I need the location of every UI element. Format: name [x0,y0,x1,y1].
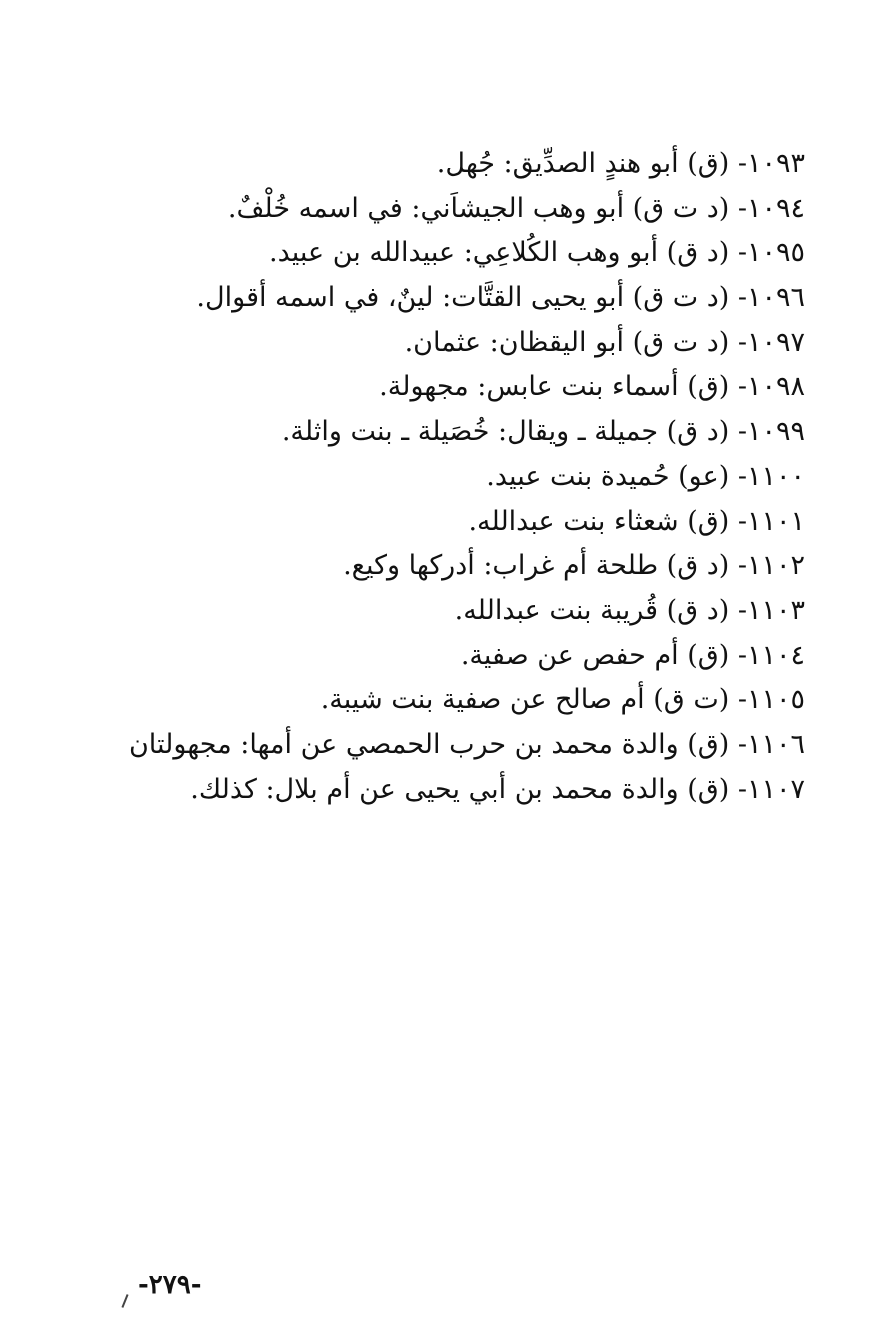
entry-1103: ١١٠٣- (د ق) قُريبة بنت عبدالله. [454,594,805,626]
entry-1102: ١١٠٢- (د ق) طلحة أم غراب: أدركها وكيع. [343,550,805,582]
entry-1107: ١١٠٧- (ق) والدة محمد بن أبي يحيى عن أم بلال: كذلك. [190,773,805,805]
entry-1106: ١١٠٦- (ق) والدة محمد بن حرب الحمصي عن أمها: مجهولتان [128,728,805,760]
entry-1094: ١٠٩٤- (د ت ق) أبو وهب الجيشاَني: في اسمه خُلْفٌ. [227,192,805,224]
entry-1093: ١٠٩٣- (ق) أبو هندٍ الصدِّيق: جُهل. [436,148,805,179]
page-number: -٢٧٩- [138,1270,202,1300]
scan-mark [121,1294,128,1308]
entry-1098: ١٠٩٨- (ق) أسماء بنت عابس: مجهولة. [379,371,805,403]
entry-1099: ١٠٩٩- (د ق) جميلة ـ ويقال: خُصَيلة ـ بنت واثلة. [281,416,805,448]
entry-1100: ١١٠٠- (عو) حُميدة بنت عبيد. [486,460,805,492]
entries-list [85,142,805,812]
entry-1095: ١٠٩٥- (د ق) أبو وهب الكُلاعِي: عبيدالله بن عبيد. [269,237,805,269]
entry-1096: ١٠٩٦- (د ت ق) أبو يحيى القتَّات: لينٌ، في اسمه أقوال. [196,282,805,314]
entry-1104: ١١٠٤- (ق) أم حفص عن صفية. [460,639,805,671]
entry-1105: ١١٠٥- (ت ق) أم صالح عن صفية بنت شيبة. [320,684,805,716]
entry-1097: ١٠٩٧- (د ت ق) أبو اليقظان: عثمان. [404,326,805,358]
entry-1101: ١١٠١- (ق) شعثاء بنت عبدالله. [468,505,805,537]
